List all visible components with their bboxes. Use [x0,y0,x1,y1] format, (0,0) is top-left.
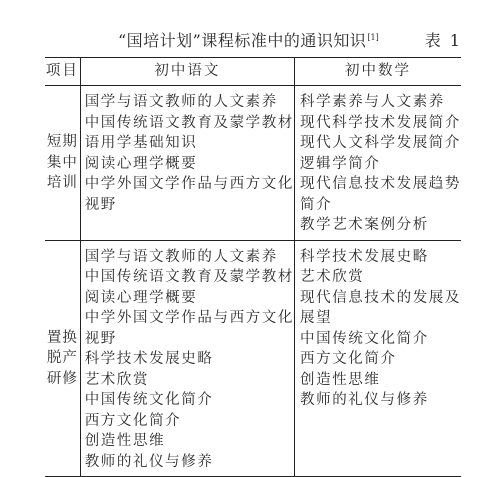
header-row [45,58,461,86]
project-text: 研修 [46,370,78,387]
course-item: 西方文化简介 [84,412,182,429]
course-item: 西方文化简介 [300,351,397,367]
course-item: 教学艺术案例分析 [300,217,429,233]
course-item: 中国传统语文教育及蒙学教材 [84,114,294,131]
project-cell [45,86,80,241]
header-chinese: 初中语文 [80,58,294,86]
course-item: 视野 [84,196,117,213]
course-item: 中学外国文学作品与西方文化 [84,176,294,192]
project-text: 短期 [46,134,78,150]
course-item: 教师的礼仪与修养 [84,453,214,470]
course-item: 中国传统文化简介 [300,330,429,347]
math-course-cell [295,86,462,241]
course-item: 科学技术发展史略 [300,248,429,265]
course-item: 现代科学技术发展简介 [300,114,461,131]
table-title-text: “国培计划”课程标准中的通识知识 [118,31,367,50]
course-item: 阅读心理学概要 [84,289,198,306]
course-item: 科学素养与人文素养 [300,94,445,110]
curriculum-table [45,57,461,477]
course-item: 现代信息技术发展趋势 [300,176,461,192]
citation-ref: [1] [367,32,379,42]
course-item: 中国传统语文教育及蒙学教材 [84,269,294,285]
course-item: 视野 [84,330,117,347]
table-title [118,28,379,51]
table-body [45,86,461,477]
math-course-cell [295,240,462,477]
course-item: 创造性思维 [84,433,166,449]
table-row [45,86,461,241]
course-item: 现代人文科学发展简介 [300,135,461,151]
course-item: 国学与语文教师的人文素养 [84,94,278,110]
header-project: 项目 [45,63,79,79]
course-item: 中学外国文学作品与西方文化 [84,310,294,326]
project-cell [45,240,80,477]
chinese-course-cell [80,240,294,477]
course-item: 国学与语文教师的人文素养 [84,248,278,265]
course-item: 展望 [300,310,333,326]
table-number: 表 1 [424,31,462,50]
table-row [45,240,461,477]
project-text: 脱产 [46,350,78,366]
course-item: 语用学基础知识 [84,135,198,151]
course-item: 教师的礼仪与修养 [300,392,429,408]
course-item: 艺术欣赏 [84,371,150,388]
course-item: 艺术欣赏 [300,269,365,285]
header-math: 初中数学 [295,58,462,86]
course-item: 科学技术发展史略 [84,351,214,367]
course-item: 阅读心理学概要 [84,155,198,172]
chinese-course-cell [80,86,294,241]
course-item: 简介 [300,196,333,213]
project-text: 置换 [46,329,78,346]
project-text: 培训 [46,175,78,191]
course-item: 现代信息技术的发展及 [300,289,461,306]
table-header [45,58,461,86]
project-text: 集中 [46,154,78,171]
table-caption [0,28,499,52]
course-item: 中国传统文化简介 [84,392,214,408]
course-item: 创造性思维 [300,371,381,388]
course-item: 逻辑学简介 [300,155,381,172]
